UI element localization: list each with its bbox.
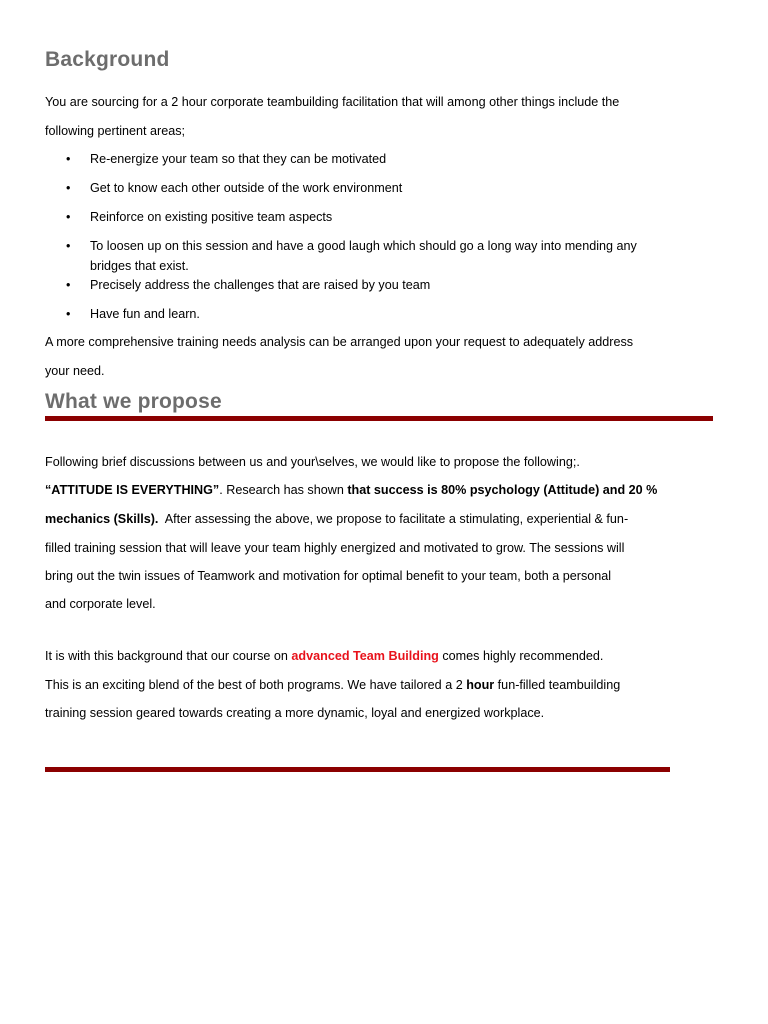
list-item-text: Precisely address the challenges that are raised by you team [90,278,431,292]
text-fragment: This is an exciting blend of the best of both programs. We have tailored a 2 [45,678,467,692]
section-divider [45,416,713,421]
propose-line-3 [45,512,628,526]
background-heading: Background [45,48,170,71]
emphasis-text: hour [466,678,495,692]
list-item-text: Reinforce on existing positive team aspects [90,210,333,224]
emphasis-text: mechanics (Skills). [45,512,159,526]
course-highlight: advanced Team Building [291,649,439,663]
propose-line-1: Following brief discussions between us and your\selves, we would like to propose the following;. [45,455,580,469]
bullet-icon: • [66,181,71,195]
text-fragment: fun-filled teambuilding [494,678,621,692]
text-fragment: After assessing the above, we propose to facilitate a stimulating, experiential & fun- [158,512,629,526]
bullet-icon: • [66,278,71,292]
bottom-divider [45,767,670,772]
bullet-icon: • [66,210,71,224]
closing-line-2: your need. [45,364,105,378]
closing-line-1: A more comprehensive training needs analysis can be arranged upon your request to adequately address [45,335,634,349]
propose-line-2 [45,483,657,497]
bullet-icon: • [66,152,71,166]
list-item-text: Re-energize your team so that they can be motivated [90,152,387,166]
propose-line-7 [45,649,603,663]
list-item-text: Have fun and learn. [90,307,200,321]
propose-line-4: filled training session that will leave your team highly energized and motivated to grow. The sessions will [45,541,625,555]
text-fragment: comes highly recommended. [438,649,604,663]
list-item-text: Get to know each other outside of the work environment [90,181,403,195]
bullet-icon: • [66,239,71,253]
intro-line-2: following pertinent areas; [45,124,186,138]
propose-line-9: training session geared towards creating a more dynamic, loyal and energized workplace. [45,706,545,720]
propose-line-5: bring out the twin issues of Teamwork and motivation for optimal benefit to your team, both a personal [45,569,612,583]
list-item-text: bridges that exist. [90,259,189,273]
attitude-slogan: “ATTITUDE IS EVERYTHING” [45,483,220,497]
bullet-icon: • [66,307,71,321]
intro-line-1: You are sourcing for a 2 hour corporate teambuilding facilitation that will among other things include the [45,95,620,109]
emphasis-text: that success is 80% psychology (Attitude) and 20 % [347,483,658,497]
list-item-text: To loosen up on this session and have a good laugh which should go a long way into mending any [90,239,637,253]
propose-heading: What we propose [45,390,222,413]
text-fragment: . Research has shown [219,483,348,497]
text-fragment: It is with this background that our course on [45,649,292,663]
propose-line-8 [45,678,620,692]
propose-line-6: and corporate level. [45,597,156,611]
